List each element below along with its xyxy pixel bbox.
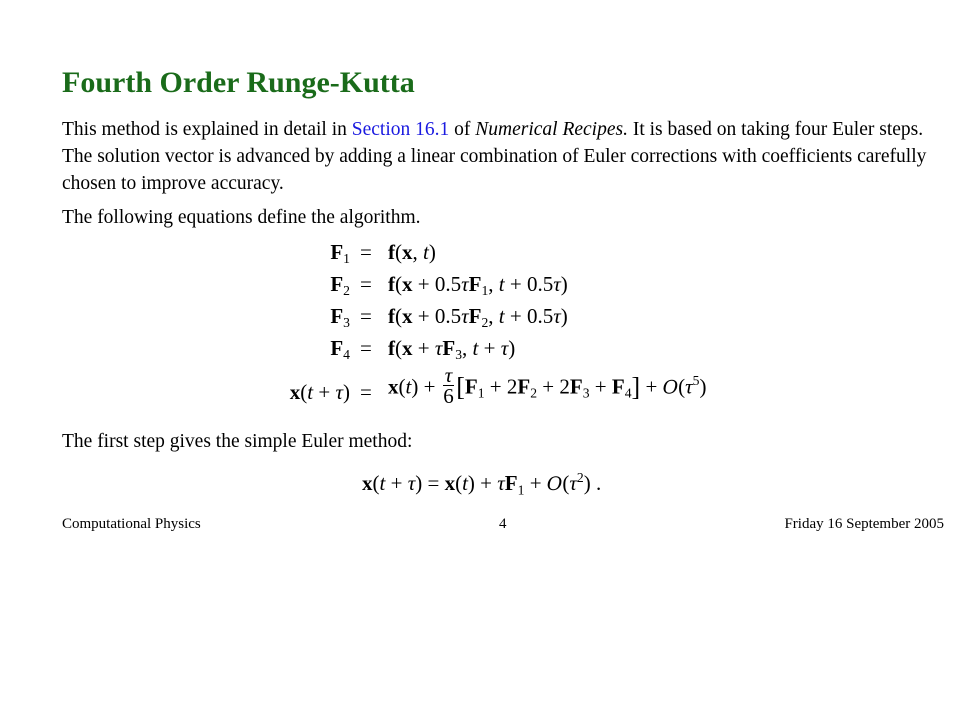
section-link[interactable]: Section 16.1 xyxy=(351,119,450,140)
intro-text-of: of xyxy=(449,119,476,140)
slide: Fourth Order Runge-Kutta This method is explained in detail in Section 16.1 of Numerical Recipes. It is based on taking four Euler steps. The solution vector is advanced by adding a linear combination of Euler corrections with coefficients carefully chosen to improve accuracy. The following equations define the algorithm. $F_1$ = f(x, t) $F_2$ = $f(x + 0.5\tau F_1$, t + 0.5τ) $F_3$ = $f(x + 0.5\tau F_2$, t + 0.5τ) $F_4$ = $f(x + \tau F_3$, t + τ) x(t + τ) = x(t) + $\frac{\tau}{6}$ $[F_1 + 2F_2 + 2F_3 + F_4] + O(\tau^5)$ The first step gives the simple Euler method: $x(t + \tau) = x(t) + \tau F_1 + O(\tau^2)$ . Computational Physics 4 Friday 16 September 2005 xyxy=(0,0,960,720)
intro-text-end: It is based on taking four Euler steps. The solution vector is advanced by adding a linear combination of Euler corrections with coefficients carefully chosen to improve accuracy. xyxy=(62,119,927,194)
footer-course: Computational Physics xyxy=(62,516,201,532)
book-title: Numerical Recipes. xyxy=(475,119,628,140)
footer-date: Friday 16 September 2005 xyxy=(784,516,944,532)
equations-intro: The following equations define the algorithm. xyxy=(62,207,421,228)
intro-text-start: This method is explained in detail in xyxy=(62,119,352,140)
footer-page-number: 4 xyxy=(499,516,507,532)
euler-equation: $x(t + \tau) = x(t) + \tau F_1 + O(\tau^2)$ . xyxy=(362,470,602,498)
euler-intro: The first step gives the simple Euler method: xyxy=(62,431,413,452)
tau-over-six: $\frac{\tau}{6}$ xyxy=(443,363,454,408)
intro-paragraph xyxy=(62,116,952,197)
slide-title: Fourth Order Runge-Kutta xyxy=(62,66,415,99)
